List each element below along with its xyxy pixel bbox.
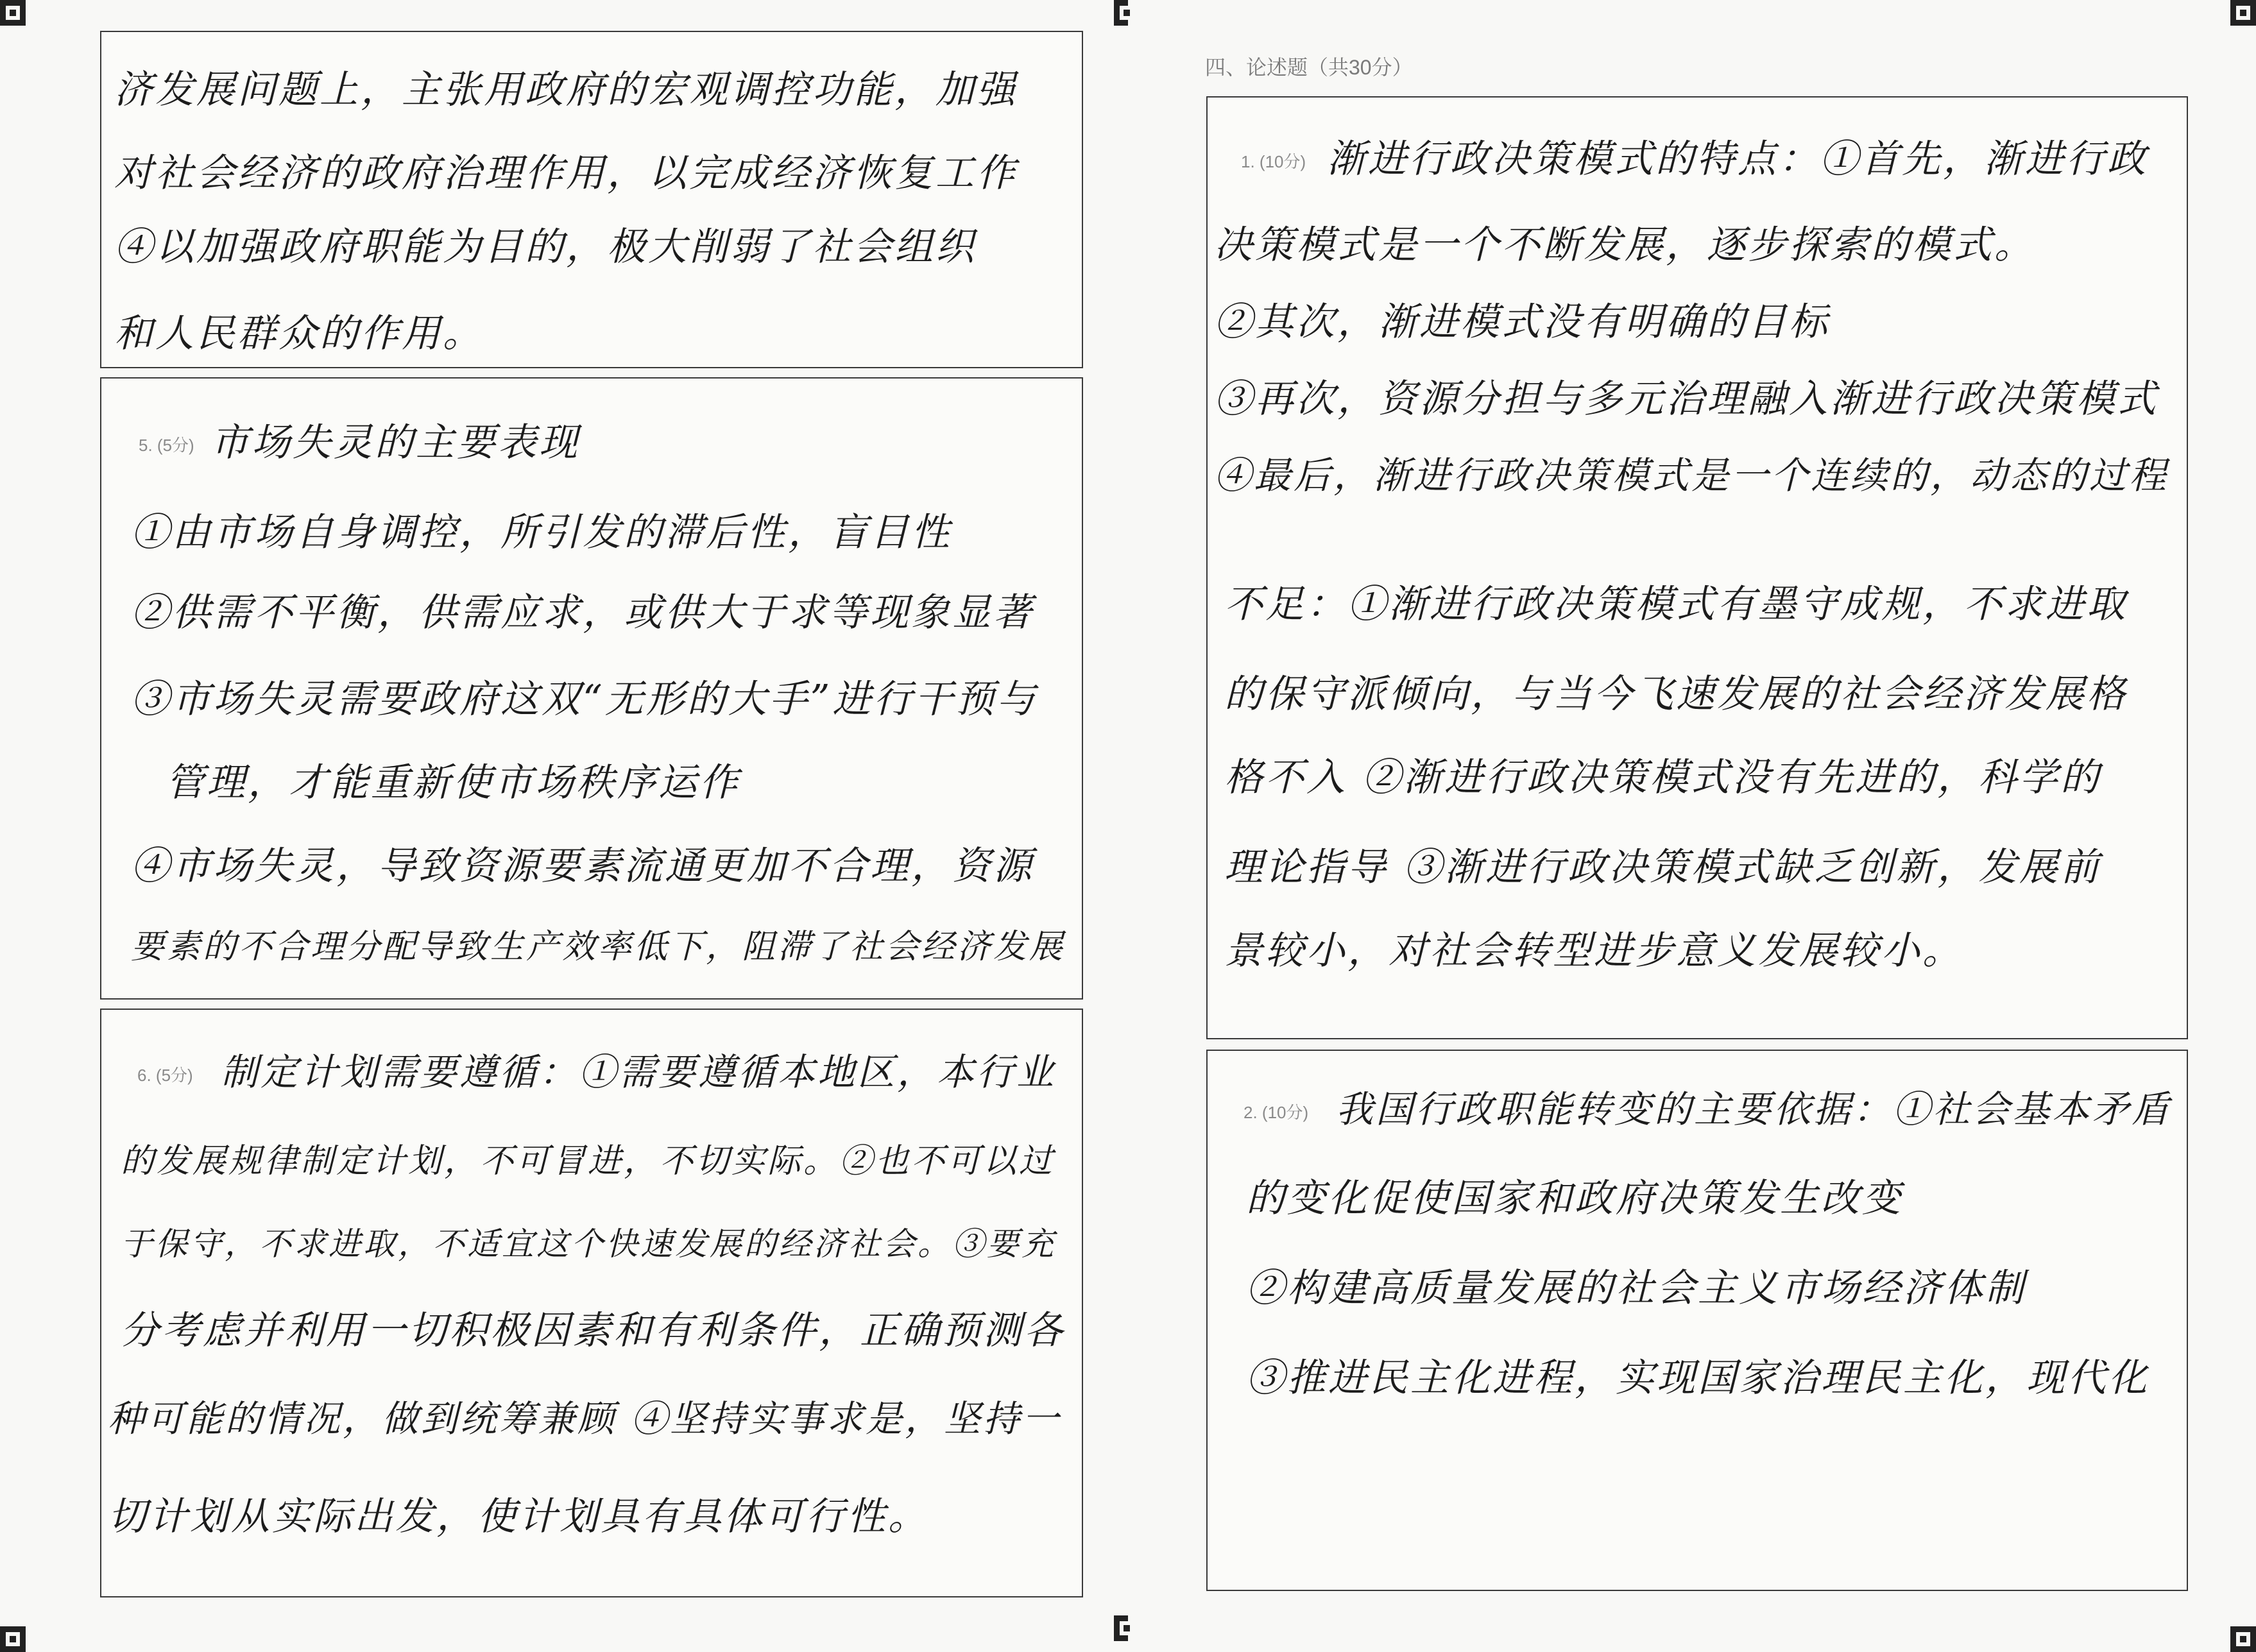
registration-marker-top-right — [2230, 0, 2256, 26]
handwritten-line: ③市场失灵需要政府这双“无形的大手”进行干预与 — [131, 677, 1038, 722]
handwritten-line: 决策模式是一个不断发展，逐步探索的模式。 — [1214, 223, 2035, 268]
handwritten-line: 分考虑并利用一切积极因素和有利条件，正确预测各 — [121, 1308, 1065, 1353]
answer-box-q6 — [100, 1009, 1083, 1597]
handwritten-line: ④最后，渐进行政决策模式是一个连续的，动态的过程 — [1214, 454, 2169, 497]
handwritten-line: ②其次，渐进模式没有明确的目标 — [1214, 300, 1830, 345]
answer-box-q1 — [1206, 96, 2188, 1039]
handwritten-line: 切计划从实际出发，使计划具有具体可行性。 — [108, 1494, 929, 1539]
answer-sheet-right-page — [1128, 0, 2256, 1652]
question-number: 2. (10分) — [1243, 1103, 1309, 1122]
answer-box-q5 — [100, 377, 1083, 1000]
handwritten-line: 的保守派倾向，与当今飞速发展的社会经济发展格 — [1224, 672, 2128, 717]
handwritten-line: 管理，才能重新使市场秩序运作 — [166, 760, 740, 805]
answer-box-continuation — [100, 31, 1083, 368]
handwritten-line: 制定计划需要遵循：①需要遵循本地区，本行业 — [221, 1050, 1057, 1094]
handwritten-line: 格不入 ②渐进行政决策模式没有先进的，科学的 — [1224, 755, 2102, 800]
question-number: 5. (5分) — [139, 436, 194, 455]
handwritten-line: 市场失灵的主要表现 — [210, 420, 580, 465]
handwritten-line: 对社会经济的政府治理作用，以完成经济恢复工作 — [114, 151, 1018, 196]
handwritten-line: ④市场失灵，导致资源要素流通更加不合理，资源 — [131, 844, 1034, 889]
handwritten-line: ③再次，资源分担与多元治理融入渐进行政决策模式 — [1214, 377, 2158, 422]
registration-marker-bottom-left — [0, 1626, 26, 1652]
handwritten-line: 要素的不合理分配导致生产效率低下，阻滞了社会经济发展 — [131, 928, 1066, 966]
handwritten-line: 和人民群众的作用。 — [114, 311, 484, 356]
answer-box-q2 — [1206, 1050, 2188, 1591]
handwritten-line: 于保守，不求进取，不适宜这个快速发展的经济社会。③要充 — [121, 1225, 1056, 1263]
handwritten-line: 我国行政职能转变的主要依据：①社会基本矛盾 — [1336, 1087, 2172, 1131]
handwritten-line: 不足：①渐进行政决策模式有墨守成规，不求进取 — [1224, 582, 2128, 627]
handwritten-line: 的发展规律制定计划，不可冒进，不切实际。②也不可以过 — [121, 1142, 1055, 1180]
question-number: 6. (5分) — [137, 1066, 193, 1085]
handwritten-line: ②构建高质量发展的社会主义市场经济体制 — [1246, 1266, 2026, 1311]
handwritten-line: ①由市场自身调控，所引发的滞后性，盲目性 — [131, 510, 952, 555]
handwritten-line: 种可能的情况，做到统筹兼顾 ④坚持实事求是，坚持一 — [108, 1398, 1062, 1440]
question-number: 1. (10分) — [1241, 152, 1306, 171]
handwritten-line: 景较小，对社会转型进步意义发展较小。 — [1224, 928, 1963, 973]
registration-marker-bottom-right — [2230, 1626, 2256, 1652]
handwritten-line: 理论指导 ③渐进行政决策模式缺乏创新，发展前 — [1224, 845, 2102, 890]
section-title: 四、论述题（共30分） — [1205, 56, 1413, 79]
handwritten-line: 渐进行政决策模式的特点：①首先，渐进行政 — [1327, 137, 2148, 182]
handwritten-line: ②供需不平衡，供需应求，或供大于求等现象显著 — [131, 590, 1034, 635]
handwritten-line: 的变化促使国家和政府决策发生改变 — [1246, 1176, 1903, 1221]
handwritten-line: ④以加强政府职能为目的，极大削弱了社会组织 — [114, 225, 977, 269]
handwritten-line: 济发展问题上，主张用政府的宏观调控功能，加强 — [114, 67, 1018, 112]
handwritten-line: ③推进民主化进程，实现国家治理民主化，现代化 — [1246, 1356, 2149, 1401]
registration-marker-top-left — [0, 0, 26, 26]
